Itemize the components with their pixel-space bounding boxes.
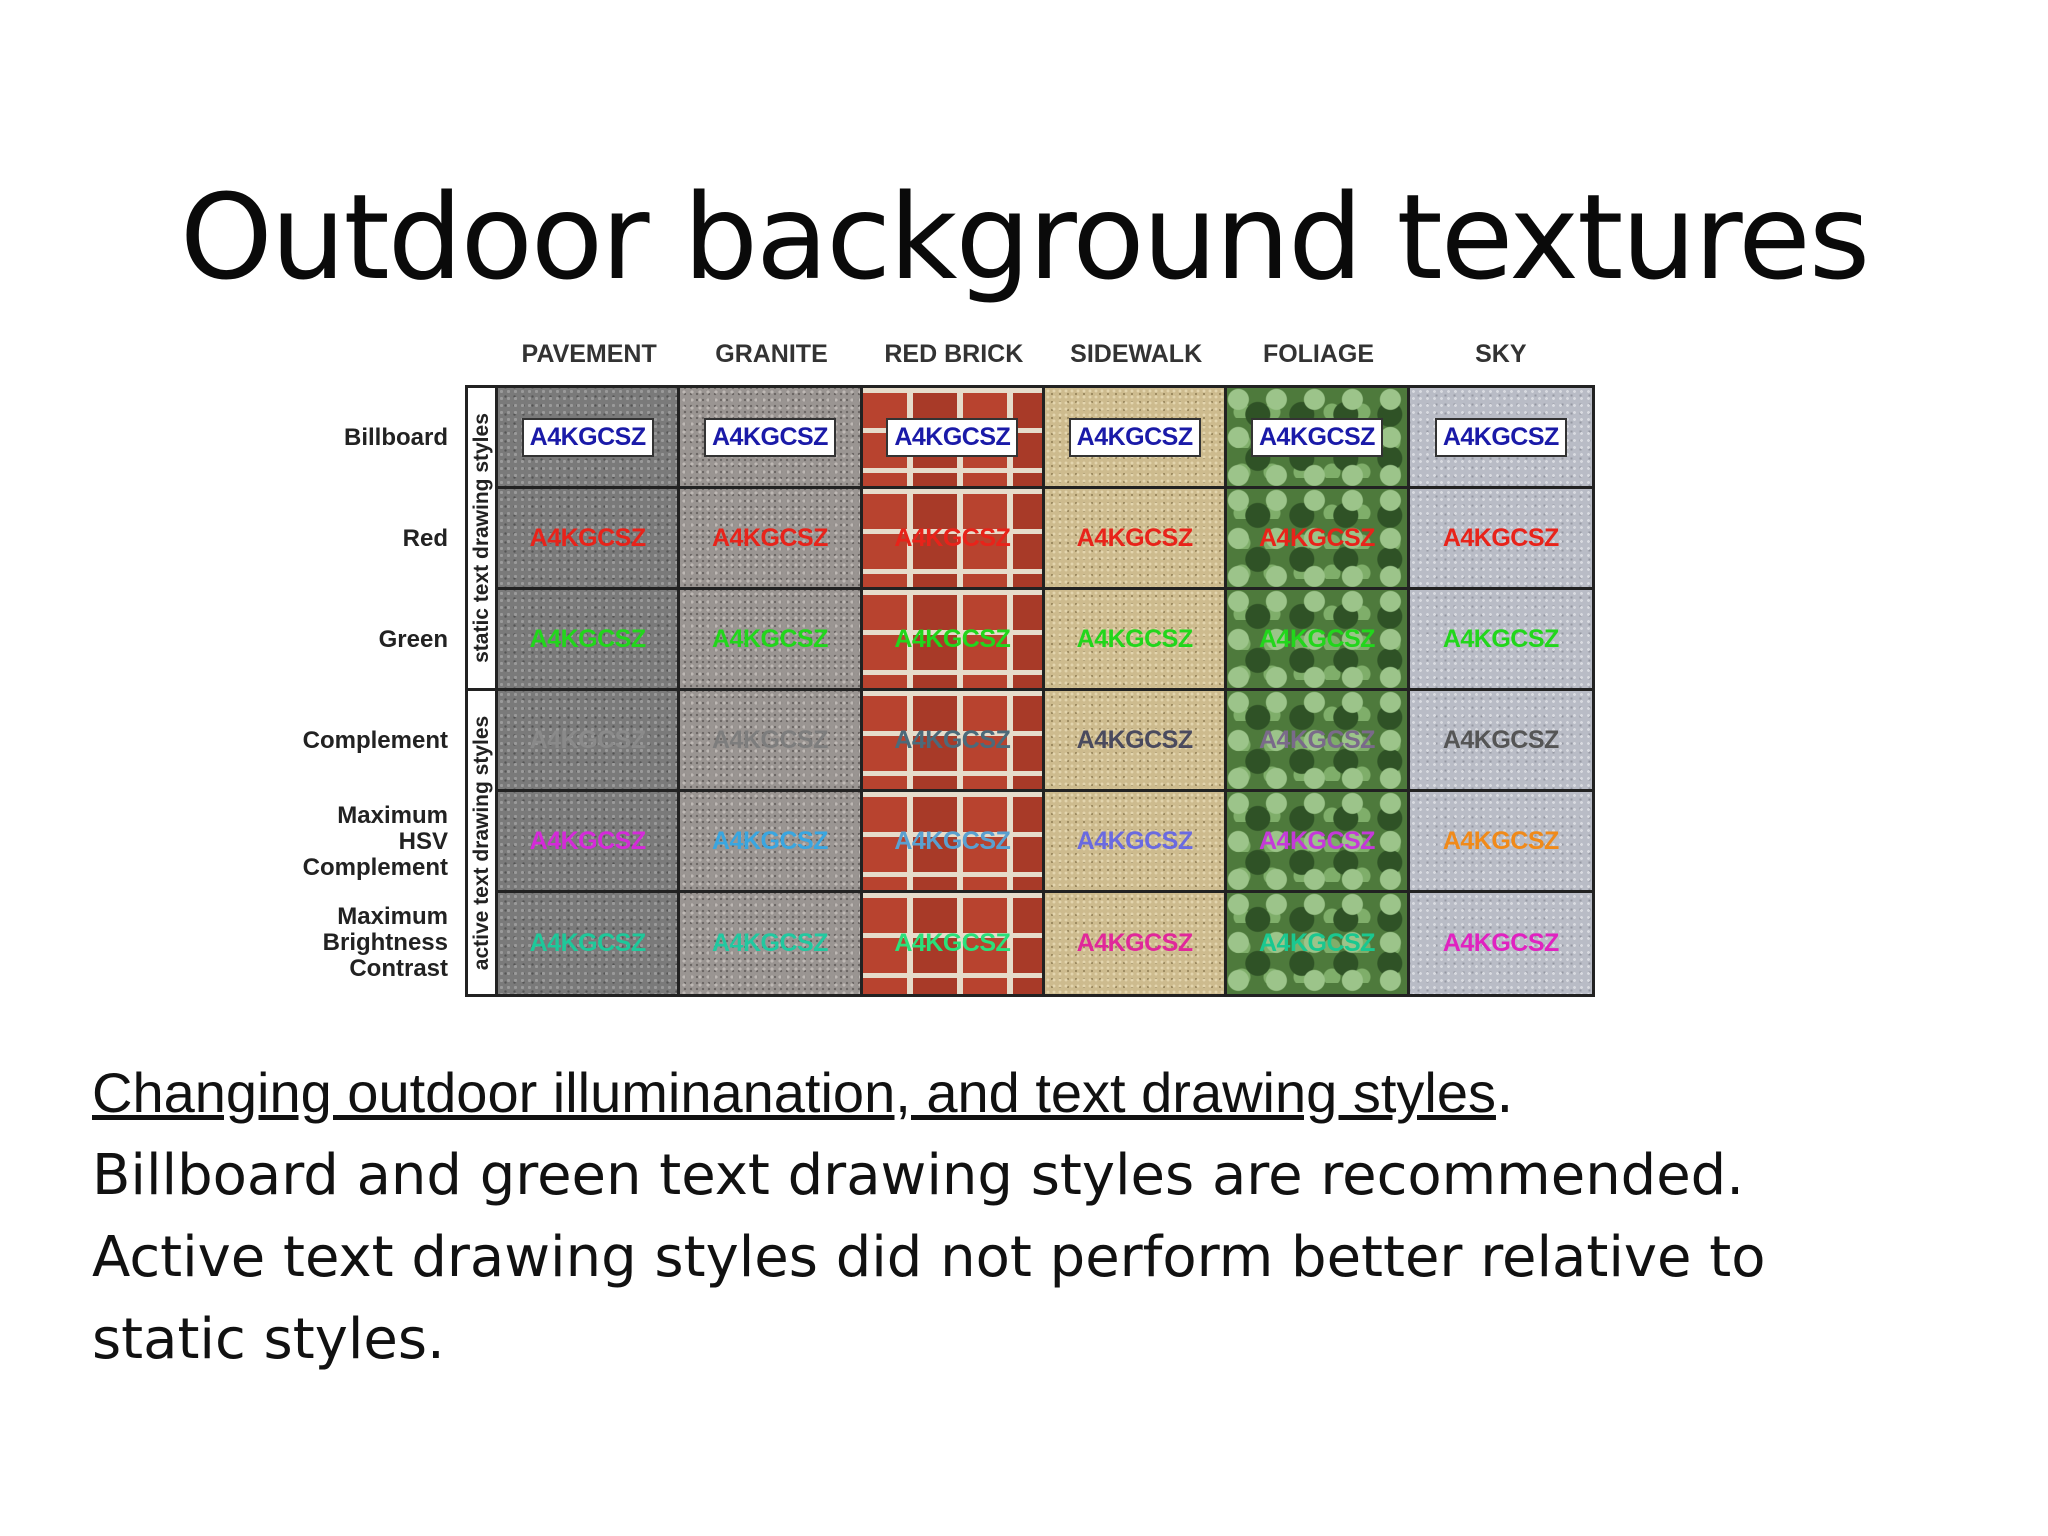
texture-cell — [1045, 388, 1227, 489]
sample-text: A4KGCSZ — [886, 418, 1018, 457]
texture-cell — [1410, 792, 1592, 893]
texture-cell — [1410, 590, 1592, 691]
sample-text: A4KGCSZ — [529, 725, 646, 754]
texture-cell — [498, 691, 680, 792]
sample-text: A4KGCSZ — [704, 418, 836, 457]
texture-cell — [1410, 893, 1592, 994]
row-labels — [290, 387, 448, 997]
texture-cell — [1410, 489, 1592, 590]
static-styles-group — [468, 388, 498, 691]
sample-text: A4KGCSZ — [712, 624, 828, 653]
texture-cell — [863, 691, 1045, 792]
row-label-line: Maximum — [337, 801, 448, 829]
texture-cell — [498, 590, 680, 691]
slide-title: Outdoor background textures — [179, 168, 1869, 306]
caption-lead: Changing outdoor illuminanation, and text drawing styles — [92, 1061, 1496, 1124]
group-label: static text drawing styles — [469, 413, 493, 663]
row-label — [268, 589, 448, 690]
texture-cell — [1410, 691, 1592, 792]
sample-text: A4KGCSZ — [1259, 929, 1375, 957]
texture-cell — [680, 792, 862, 893]
sample-text: A4KGCSZ — [712, 523, 828, 552]
row-label-line: Complement — [302, 726, 448, 754]
sample-text: A4KGCSZ — [529, 624, 646, 653]
texture-cell — [498, 388, 680, 489]
sample-text: A4KGCSZ — [529, 826, 646, 855]
sample-text: A4KGCSZ — [894, 523, 1011, 552]
caption-lead-punct: . — [1495, 1061, 1514, 1126]
sample-text: A4KGCSZ — [1069, 418, 1201, 457]
sample-text: A4KGCSZ — [1435, 418, 1567, 457]
row-label — [268, 690, 448, 791]
texture-cell — [498, 792, 680, 893]
row-label-line: Billboard — [343, 423, 448, 451]
texture-cell — [1045, 893, 1227, 994]
caption-line-2: Billboard and green text drawing styles are recommended. — [92, 1143, 1745, 1208]
texture-cell — [680, 893, 862, 994]
row-label — [268, 892, 448, 993]
sample-text: A4KGCSZ — [529, 929, 646, 957]
sample-text: A4KGCSZ — [712, 929, 828, 957]
sample-text: A4KGCSZ — [712, 725, 828, 754]
sample-text: A4KGCSZ — [1076, 725, 1193, 754]
sample-text: A4KGCSZ — [529, 523, 646, 552]
row-label-line: Red — [402, 524, 448, 552]
row-label-line: Green — [378, 625, 448, 653]
texture-cell — [1227, 893, 1409, 994]
texture-cell — [680, 388, 862, 489]
sample-text: A4KGCSZ — [1259, 624, 1375, 653]
sample-text: A4KGCSZ — [522, 418, 654, 457]
texture-cell — [863, 590, 1045, 691]
sample-text: A4KGCSZ — [1442, 523, 1559, 552]
texture-cell — [1227, 792, 1409, 893]
caption — [92, 1052, 1972, 1381]
row-label-line: Maximum — [337, 902, 448, 930]
texture-cell — [1227, 388, 1409, 489]
texture-cell — [863, 893, 1045, 994]
sample-text: A4KGCSZ — [894, 725, 1011, 754]
sample-text: A4KGCSZ — [1259, 826, 1375, 855]
row-label — [268, 488, 448, 589]
sample-text: A4KGCSZ — [1442, 624, 1559, 653]
texture-cell — [1227, 489, 1409, 590]
sample-text: A4KGCSZ — [1442, 826, 1559, 855]
texture-cell — [863, 388, 1045, 489]
row-label-line: Contrast — [349, 954, 448, 982]
sample-text: A4KGCSZ — [1076, 826, 1193, 855]
sample-text: A4KGCSZ — [1442, 929, 1559, 957]
column-header: FOLIAGE — [1262, 340, 1375, 368]
sample-text: A4KGCSZ — [712, 826, 828, 855]
row-label-line: Complement — [302, 853, 448, 881]
texture-cell — [863, 489, 1045, 590]
texture-cell — [1227, 691, 1409, 792]
sample-text: A4KGCSZ — [1259, 523, 1375, 552]
sample-text: A4KGCSZ — [894, 929, 1011, 957]
column-header: SIDEWALK — [1070, 340, 1203, 368]
texture-cell — [1227, 590, 1409, 691]
sample-text: A4KGCSZ — [1259, 725, 1375, 754]
row-label — [268, 387, 448, 488]
caption-line-4: static styles. — [92, 1307, 445, 1372]
column-header: SKY — [1475, 340, 1527, 368]
row-label-line: HSV — [398, 827, 448, 855]
texture-cell — [680, 489, 862, 590]
column-header: PAVEMENT — [521, 340, 657, 368]
texture-cell — [1045, 792, 1227, 893]
texture-figure — [290, 330, 1600, 1000]
active-styles-group — [468, 691, 498, 994]
texture-cell — [1410, 388, 1592, 489]
texture-cell — [863, 792, 1045, 893]
caption-line-3: Active text drawing styles did not perform better relative to — [92, 1225, 1766, 1290]
sample-text: A4KGCSZ — [1442, 725, 1559, 754]
texture-cell — [1045, 691, 1227, 792]
sample-text: A4KGCSZ — [894, 624, 1011, 653]
group-label: active text drawing styles — [469, 715, 493, 970]
row-label — [268, 791, 448, 892]
texture-cell — [1045, 590, 1227, 691]
sample-text: A4KGCSZ — [894, 826, 1011, 855]
row-label-line: Brightness — [322, 928, 448, 956]
column-header: GRANITE — [715, 340, 828, 368]
sample-text: A4KGCSZ — [1251, 418, 1383, 457]
sample-text: A4KGCSZ — [1076, 523, 1193, 552]
texture-cell — [498, 489, 680, 590]
texture-cell — [498, 893, 680, 994]
texture-cell — [680, 691, 862, 792]
sample-text: A4KGCSZ — [1076, 624, 1193, 653]
texture-grid — [465, 385, 1595, 997]
texture-cell — [680, 590, 862, 691]
column-header: RED BRICK — [884, 340, 1024, 368]
texture-cell — [1045, 489, 1227, 590]
sample-text: A4KGCSZ — [1076, 929, 1193, 957]
